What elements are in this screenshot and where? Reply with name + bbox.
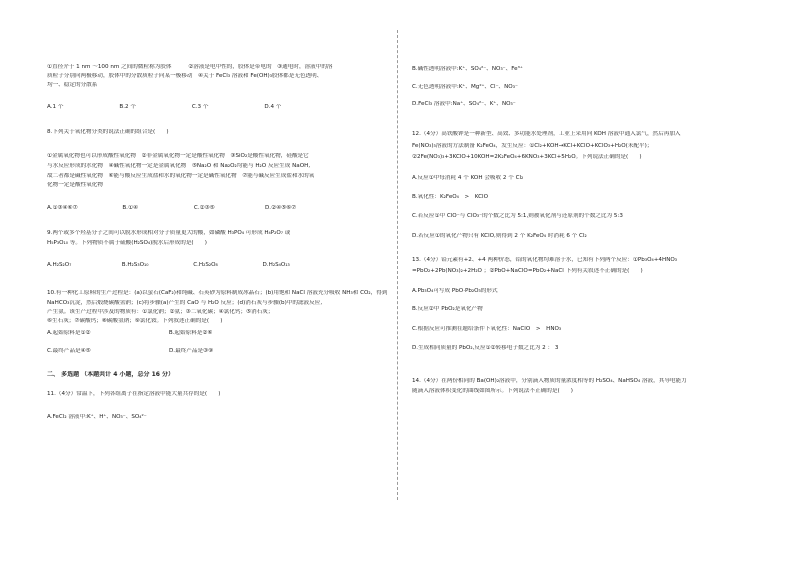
left-text-line: 均一、稳定的分散系: [47, 82, 98, 88]
left-text-line: A.H₂S₂O₇ B.H₂S₃O₁₀ C.H₂S₂O₈ D.H₂S₄O₁₃: [47, 262, 290, 268]
right-text-line: B.反应②中 PbO₂是氧化产物: [412, 306, 483, 312]
right-text-line: C.无色透明溶液中:K⁺、Mg²⁺、Cl⁻、NO₃⁻: [412, 84, 518, 90]
right-text-line: B.碱性透明溶液中:K⁺、SO₄²⁻、NO₃⁻、Fe³⁺: [412, 66, 523, 72]
right-text-line: =PbO₂+2Pb(NO₃)₂+2H₂O ；②PbO+NaClO=PbO₂+NaCl 下列有关叙述不正确的是( ): [412, 268, 643, 274]
right-text-line: 随滴入溶液体积变化的曲线如图所示。下列说法不正确的是( ): [412, 388, 573, 394]
right-text-line: 12.（4分）高铁酸钾是一种新型、高效、多功能水处理剂，工业上采用向 KOH 溶液中通入氯气，然后再加入: [412, 131, 681, 137]
left-text-line: A.①③④⑥⑦ B.①④ C.②③⑤ D.②④⑤⑥⑦: [47, 205, 297, 211]
left-text-line: 二、 多选题 （本题共计 4 小题，总分 16 分）: [47, 371, 175, 378]
left-text-line: C.最终产品是④⑤ D.最终产品是③⑨: [47, 348, 214, 354]
left-text-line: 8.下列关于氧化物分类的说法正确的组合是( ): [47, 129, 169, 135]
left-text-line: ⑥生石灰；⑦碳酸钙；⑧碳酸氢钠；⑨氯化铵。下列叙述正确的是( ): [47, 318, 223, 324]
right-text-line: ②2Fe(NO₃)₃+3KClO+10KOH=2K₂FeO₄+6KNO₃+3KCl+5H₂O。下列说法正确的是( ): [412, 154, 642, 160]
left-text-line: 故二者都是碱性氧化物 ⑥能与酸反应生成盐和水的氧化物一定是碱性氧化物 ⑦能与碱反应生成盐和水的氧: [47, 173, 315, 179]
left-text-line: ①直径介于 1 nm ～100 nm 之间的微粒称为胶体 ②溶液是电中性的，胶体是带电的 ③通电时，溶液中的溶: [47, 64, 333, 70]
left-text-line: 化物一定是酸性氧化物: [47, 182, 103, 188]
left-text-line: A.1 个 B.2 个 C.3 个 D.4 个: [47, 104, 282, 110]
right-text-line: C.根据反应可推测在题给条件下氧化性：NaClO > HNO₃: [412, 326, 562, 332]
left-text-line: 10.有一种化工原料的生产过程是：(a)以萤石(CaF₂)和纯碱、石英砂为原料制成冰晶石；(b)用饱和 NaCl 溶液充分吸收 NH₃和 CO₂，得到: [47, 290, 387, 296]
right-text-line: D.FeCl₃ 溶液中:Na⁺、SO₄²⁻、K⁺、NO₃⁻: [412, 101, 516, 107]
right-text-line: 13.（4分）铅元素有+2、+4 两种价态，铅的氧化物均难溶于水，已知有下列两个反应：①Pb₃O₄+4HNO₃: [412, 257, 678, 263]
left-text-line: H₅P₃O₁₀ 等。下列物质不属于硫酸(H₂SO₄)脱水后形成的是( ): [47, 240, 207, 246]
right-text-line: C.若反应①中 ClO⁻与 ClO₃⁻的个数之比为 5:1,则被氧化剂与还原剂的个数之比为 5:3: [412, 213, 623, 219]
left-text-line: ①金属氧化物也可以形成酸性氧化物 ②非金属氧化物一定是酸性氧化物 ③SiO₂是酸性氧化物，硅酸是它: [47, 153, 309, 159]
column-divider: [397, 30, 398, 500]
left-text-line: 与水反应形成的水化物 ④碱性氧化物一定是金属氧化物 ⑤Na₂O 和 Na₂O₂均能与 H₂O 反应生成 NaOH,: [47, 163, 311, 169]
right-text-line: 14.（4分）在两份相同的 Ba(OH)₂溶液中，分别滴入物质的量浓度相等的 H₂SO₄、NaHSO₄ 溶液，其导电能力: [412, 378, 687, 384]
left-text-line: 9.两个或多个羟基分子之间可以脱水形成相对分子质量更大的酸，如磷酸 H₃PO₄ 可形成 H₄P₂O₇ 或: [47, 230, 291, 236]
left-text-line: 产生氨。该生产过程中涉及的物质有：①氯化钠；②氨；③二氧化碳；④氯化钙；⑤消石灰；: [47, 309, 274, 315]
left-text-line: NaHCO₃沉淀，然后煅烧碳酸氢钠；(c)将步骤(a)产生的 CaO 与 H₂O 反应；(d)消石灰与步骤(b)中的滤液反应,: [47, 300, 323, 306]
right-text-line: A.Pb₃O₄可写成 PbO·Pb₂O₃的形式: [412, 288, 498, 294]
left-text-line: 质粒子分别向两极移动，胶体中的分散质粒子向某一极移动 ④关于 FeCl₃ 溶液和 Fe(OH)₃胶体都是无色透明、: [47, 73, 323, 79]
right-text-line: D.若反应①的氧化产物只有 KClO,则得到 2 个 K₂FeO₄ 时消耗 6 个 Cl₂: [412, 233, 587, 239]
left-text-line: 11.（4分）常温下，下列各组离子在指定溶液中能大量共存的是( ): [47, 391, 221, 397]
right-text-line: A.反应①中每消耗 4 个 KOH 会吸收 2 个 Cl₂: [412, 175, 524, 181]
right-text-line: D.生成相同质量的 PbO₂,反应①②转移电子数之比为 2 ： 3: [412, 345, 559, 351]
right-text-line: Fe(NO₃)₃溶液的方法制备 K₂FeO₄，发生反应：①Cl₂+KOH→KCl+KClO+KClO₃+H₂O(未配平)；: [412, 143, 653, 149]
left-text-line: A.起始原料是①② B.起始原料是②⑥: [47, 330, 213, 336]
left-text-line: A.FeCl₂ 溶液中:K⁺、H⁺、NO₃⁻、SO₄²⁻: [47, 414, 147, 420]
right-text-line: B.氧化性：K₂FeO₄ > KClO: [412, 194, 488, 200]
